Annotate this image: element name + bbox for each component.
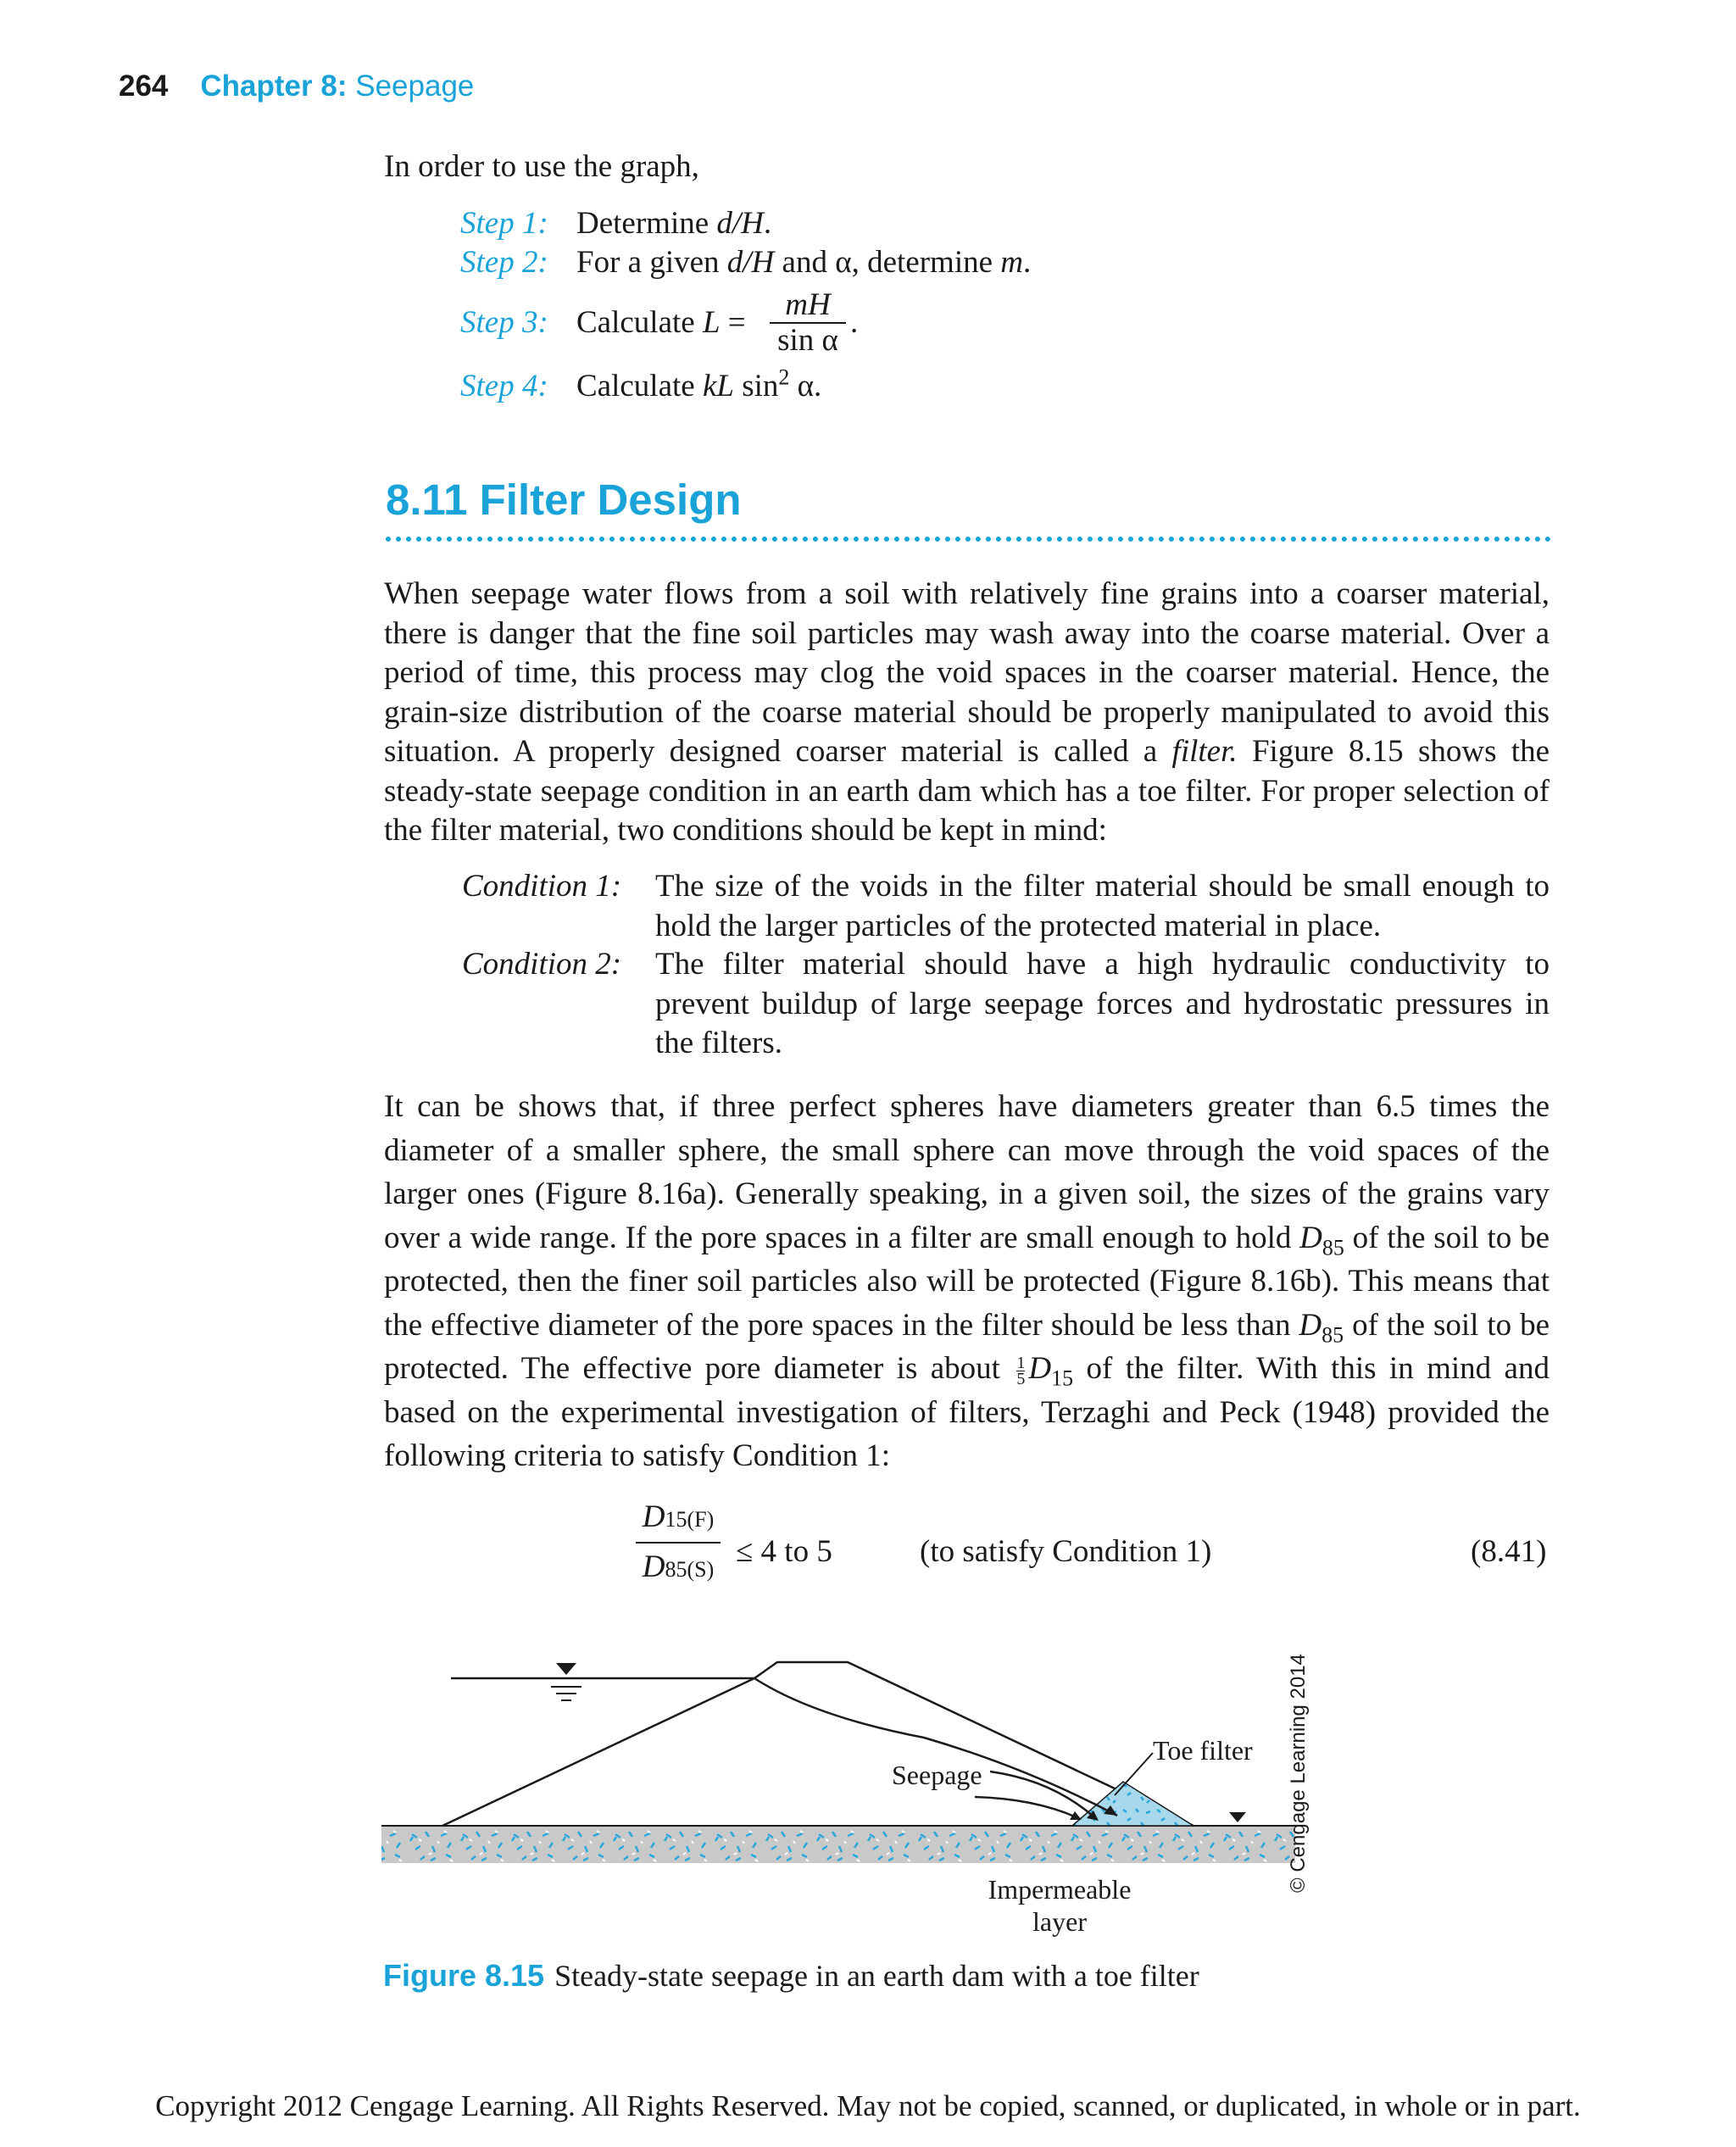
section-title: 8.11 Filter Design [386,476,742,524]
paragraph-text: It can be shows that, if three perfect spheres have diameters greater than 6.5 times the diameter of a smaller sphere, the small sphere can move through the void spaces of the larger ones (Figure 8.16a). Generally speaking, in a given soil, the sizes of the grains vary over a wide range. If the pore spaces in a filter are small enough to hold [384,1089,1550,1255]
copyright-footer: Copyright 2012 Cengage Learning. All Rights Reserved. May not be copied, scanned, or duplicated, in whole or in part. [155,2089,1581,2122]
subscript: 15 [1051,1366,1074,1391]
chapter-label: Chapter 8: [200,70,348,103]
figure-caption [383,1958,1199,1994]
paragraph-text: of the soil to be protected, then the finer soil particles also will be protected (Figure 8.16b). This means that the effective diameter of the pore spaces in the filter should be less than [384,1220,1550,1343]
step-text: and α, determine [774,245,1001,280]
subscript: 85(S) [665,1557,715,1582]
math-var: D [1299,1220,1322,1255]
downstream-level-icon [1229,1812,1246,1822]
intro-text: In order to use the graph, [384,149,699,184]
equation-note: (to satisfy Condition 1) [920,1534,1212,1569]
label-line: layer [1032,1906,1087,1937]
step-text: α. [789,369,822,403]
step-text: sin [733,369,779,403]
paragraph-text: of the filter. With this in mind and based on the experimental investigation of filters, Terzaghi and Peck (1948) provided the following criteria to satisfy Condition 1: [384,1351,1550,1473]
step-text: . [763,206,772,241]
step-var: d/H [726,245,775,280]
step-text: . [1023,245,1032,280]
math-var: D [642,1499,665,1534]
impermeable-label [966,1873,1153,1938]
step-text: Calculate [576,369,703,403]
equation-number: (8.41) [1471,1534,1547,1569]
step-text: . [850,305,859,340]
page-number: 264 [119,70,169,103]
step-text: Calculate [576,305,703,340]
subscript: 85 [1321,1321,1344,1347]
math-var: D [1028,1351,1052,1386]
seepage-arrow [990,1772,1093,1816]
fraction-numerator: 1 [1016,1354,1026,1373]
fraction-denominator: 5 [1016,1370,1026,1389]
subscript: 15(F) [665,1507,715,1532]
condition-label: Condition 1: [462,869,622,904]
seepage-arrow [975,1797,1077,1817]
toe-filter [1072,1782,1194,1826]
equation-relation: ≤ 4 to 5 [736,1534,832,1569]
step-text: Determine [576,206,717,241]
step-var: d/H [716,206,764,241]
figure-caption-text: Steady-state seepage in an earth dam with a toe filter [554,1959,1199,1993]
subscript: 85 [1321,1234,1344,1260]
toe-filter-label: Toe filter [1153,1735,1253,1766]
label-line: Impermeable [988,1874,1132,1905]
step-var: kL [702,369,734,403]
emphasis: filter. [1171,734,1238,769]
step-label: Step 4: [460,369,548,403]
fraction-numerator: mH [770,288,846,324]
step-var: m [1000,245,1024,280]
condition-1-text: The size of the voids in the filter material should be small enough to hold the larger particles of the protected material in place. [655,869,1550,943]
math-var: D [1299,1307,1322,1343]
step-label: Step 2: [460,245,548,280]
figure-label: Figure 8.15 [383,1958,545,1993]
condition-2-text: The filter material should have a high hydraulic conductivity to prevent buildup of large seepage forces and hydrostatic pressures in the filters. [655,947,1550,1060]
step-text: For a given [576,245,727,280]
superscript: 2 [778,364,790,390]
step-var: L [702,305,721,340]
water-level-icon [551,1663,581,1700]
paragraph-text: When seepage water flows from a soil with relatively fine grains into a coarser material, there is danger that the fine soil particles may wash away into the coarse material. Over a period of time, this process may clog the void spaces in the coarser material. Hence, the grain-size distribution of the coarse material should be properly manipulated to avoid this situation. A properly designed coarser material is called a [384,576,1550,769]
paragraph-text: Figure 8.15 shows the steady-state seepage condition in an earth dam which has a toe filter. For proper selection of the filter material, two conditions should be kept in mind: [384,734,1550,848]
paragraph-text: of the soil to be protected. The effective pore diameter is about [384,1307,1550,1386]
fraction-denominator: sin α [777,323,838,358]
seepage-label: Seepage [892,1760,982,1790]
math-var: D [642,1549,665,1584]
impermeable-layer [381,1826,1295,1863]
chapter-title: Seepage [355,70,475,103]
image-credit: © Cengage Learning 2014 [1287,1654,1310,1893]
step-text: = [720,305,746,340]
step-label: Step 1: [460,206,548,241]
step-label: Step 3: [460,305,548,340]
condition-label: Condition 2: [462,947,622,982]
